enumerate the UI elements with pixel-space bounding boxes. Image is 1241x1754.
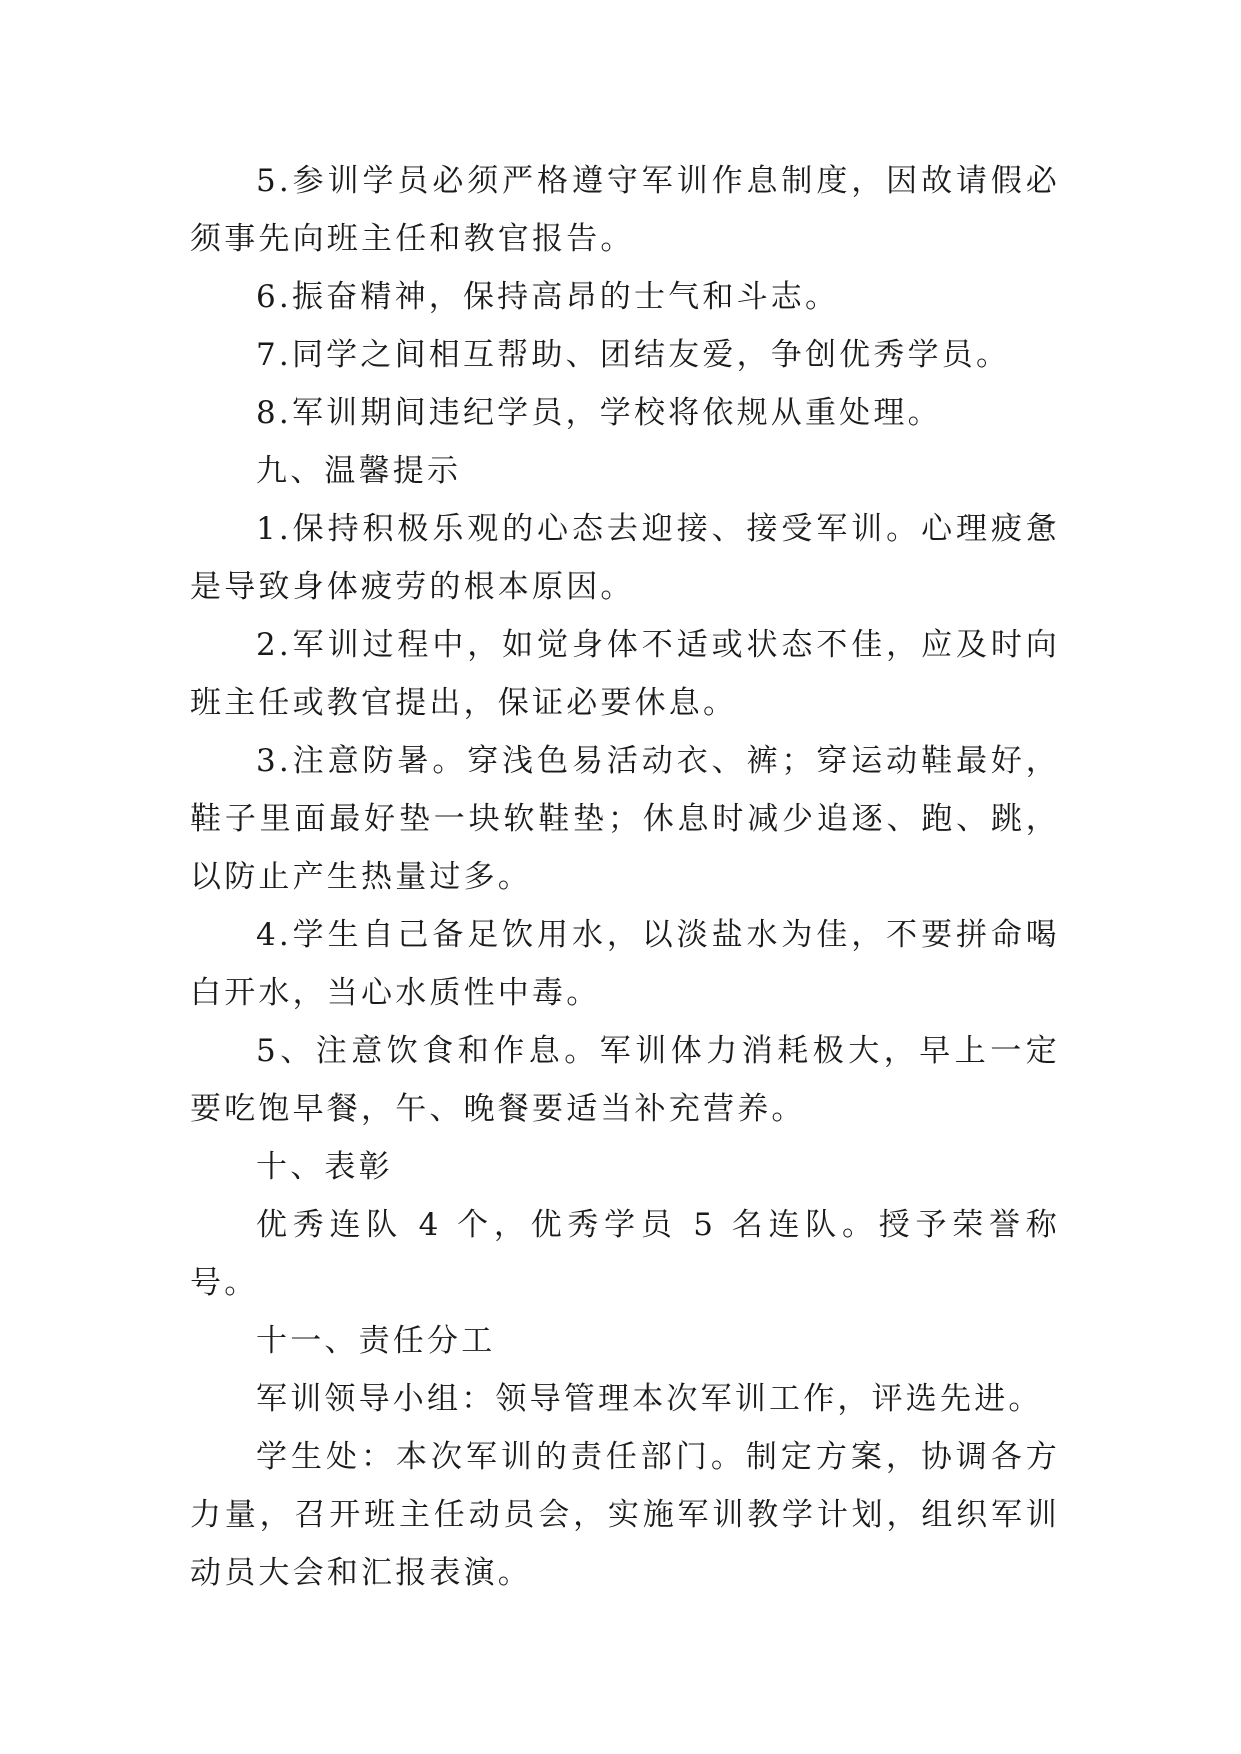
tip-5-diet: 5、注意饮食和作息。军训体力消耗极大，早上一定要吃饱早餐，午、晚餐要适当补充营养。 (190, 1033, 1060, 1127)
document-body (190, 152, 1060, 1602)
rule-8-discipline: 8.军训期间违纪学员，学校将依规从重处理。 (256, 395, 942, 431)
commendation-text: 优秀连队 4 个，优秀学员 5 名连队。授予荣誉称号。 (190, 1207, 1060, 1301)
tip-1-attitude: 1.保持积极乐观的心态去迎接、接受军训。心理疲惫是导致身体疲劳的根本原因。 (190, 511, 1060, 605)
rule-6-spirit: 6.振奋精神，保持高昂的士气和斗志。 (256, 279, 840, 315)
tip-3-heat: 3.注意防暑。穿浅色易活动衣、裤；穿运动鞋最好，鞋子里面最好垫一块软鞋垫；休息时减少追逐、跑、跳，以防止产生热量过多。 (190, 743, 1060, 895)
tip-4-water: 4.学生自己备足饮用水，以淡盐水为佳，不要拼命喝白开水，当心水质性中毒。 (190, 917, 1060, 1011)
duty-leading-group: 军训领导小组：领导管理本次军训工作，评选先进。 (256, 1381, 1043, 1417)
duty-student-office: 学生处：本次军训的责任部门。制定方案，协调各方力量，召开班主任动员会，实施军训教学计划，组织军训动员大会和汇报表演。 (190, 1439, 1060, 1591)
section-11-heading: 十一、责任分工 (256, 1323, 496, 1359)
section-9-heading: 九、温馨提示 (256, 453, 462, 489)
section-10-heading: 十、表彰 (256, 1149, 393, 1185)
rule-7-unity: 7.同学之间相互帮助、团结友爱，争创优秀学员。 (256, 337, 1011, 373)
rule-5-attendance: 5.参训学员必须严格遵守军训作息制度，因故请假必须事先向班主任和教官报告。 (190, 163, 1060, 257)
tip-2-rest: 2.军训过程中，如觉身体不适或状态不佳，应及时向班主任或教官提出，保证必要休息。 (190, 627, 1060, 721)
